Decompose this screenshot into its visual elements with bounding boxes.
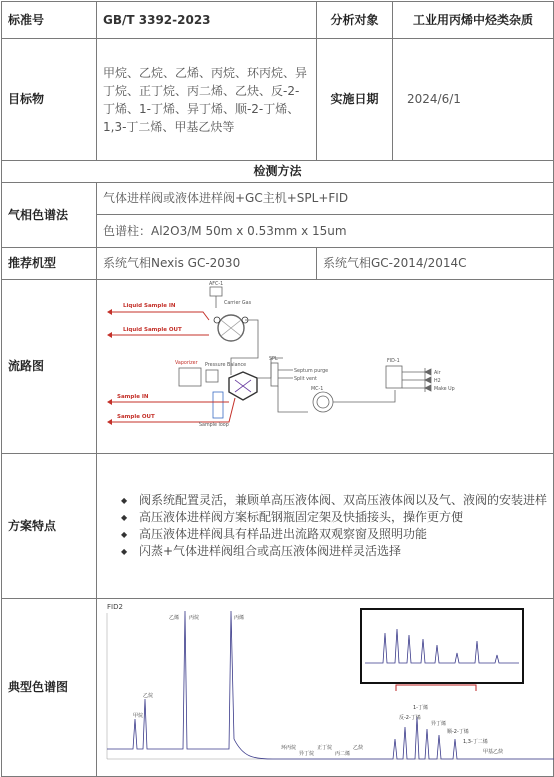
feature-item: ◆ 高压液体进样阀具有样品进出流路双观察窗及照明功能 bbox=[139, 526, 547, 543]
vaporizer-box bbox=[179, 368, 201, 386]
afc-label: AFC-1 bbox=[209, 282, 224, 287]
feature-item: ◆ 阀系统配置灵活，兼顾单高压液体阀、双高压液体阀以及气、液阀的安装进样 bbox=[139, 492, 547, 509]
gc-config-row bbox=[2, 183, 554, 215]
peak-label: 丙烷 bbox=[189, 615, 200, 621]
mc-label: MC-1 bbox=[311, 387, 324, 392]
chromatogram-label: 典型色谱图 bbox=[2, 599, 97, 777]
makeup-label: Make Up bbox=[434, 387, 455, 392]
peak-label: 甲烷 bbox=[133, 713, 144, 719]
models-row bbox=[2, 248, 554, 280]
features-label: 方案特点 bbox=[2, 454, 97, 599]
gc-label: 气相色谱法 bbox=[2, 183, 97, 248]
mc-coil-icon bbox=[313, 392, 333, 412]
analysis-object-label: 分析对象 bbox=[317, 2, 393, 39]
feature-item: ◆ 闪蒸+气体进样阀组合或高压液体阀进样灵活选择 bbox=[139, 543, 547, 560]
sample-in-label: Sample IN bbox=[117, 394, 149, 400]
peak-label: 丙烯 bbox=[234, 615, 245, 621]
trace-label: FID2 bbox=[107, 603, 123, 611]
model-nexis: 系统气相Nexis GC-2030 bbox=[97, 248, 317, 280]
peak-label: 甲基乙炔 bbox=[483, 749, 504, 755]
air-label: Air bbox=[434, 371, 441, 376]
flow-row bbox=[2, 280, 554, 454]
peak-label: 乙炔 bbox=[353, 745, 364, 751]
method-title: 检测方法 bbox=[2, 161, 554, 183]
zoom-bracket bbox=[396, 685, 476, 691]
flow-label: 流路图 bbox=[2, 280, 97, 454]
peak-label: 异丁烯 bbox=[431, 721, 447, 727]
features-row bbox=[2, 454, 554, 599]
features-list bbox=[103, 492, 547, 560]
spec-table bbox=[1, 1, 554, 777]
sample-out-label: Sample OUT bbox=[117, 414, 155, 420]
standard-value: GB/T 3392-2023 bbox=[97, 2, 317, 39]
chromatogram-row bbox=[2, 599, 554, 777]
chromatogram-cell bbox=[97, 599, 554, 777]
implement-date-label: 实施日期 bbox=[317, 39, 393, 161]
flow-diagram bbox=[103, 280, 554, 448]
standard-label: 标准号 bbox=[2, 2, 97, 39]
features-cell bbox=[97, 454, 554, 599]
zoom-inset bbox=[361, 609, 523, 683]
peak-label: 乙烷 bbox=[143, 693, 154, 699]
peak-label: 乙烯 bbox=[169, 615, 180, 621]
chromatogram bbox=[103, 599, 554, 771]
standard-row bbox=[2, 2, 554, 39]
flow-diagram-cell bbox=[97, 280, 554, 454]
implement-date-value: 2024/6/1 bbox=[393, 39, 554, 161]
target-row bbox=[2, 39, 554, 161]
peak-label: 环丙烷 bbox=[281, 745, 297, 751]
carrier-label: Carrier Gas bbox=[224, 301, 252, 306]
gc-config: 气体进样阀或液体进样阀+GC主机+SPL+FID bbox=[97, 183, 554, 215]
peak-label: 反-2-丁烯 bbox=[399, 715, 421, 721]
h2-label: H2 bbox=[434, 379, 441, 384]
model-2014: 系统气相GC-2014/2014C bbox=[317, 248, 554, 280]
peak-label: 顺-2-丁烯 bbox=[447, 729, 469, 735]
fid-box bbox=[386, 366, 402, 388]
peak-label: 丙二烯 bbox=[335, 751, 351, 757]
peak-label: 正丁烷 bbox=[317, 745, 333, 751]
septum-purge-label: Septum purge bbox=[294, 369, 329, 374]
sample-loop-label: Sample loop bbox=[199, 423, 229, 428]
peak-label: 1,3-丁二烯 bbox=[463, 739, 488, 745]
fid-label: FID-1 bbox=[387, 359, 400, 364]
vaporizer-label: Vaporizer bbox=[175, 361, 198, 366]
spl-label: SPL bbox=[269, 357, 278, 362]
method-row bbox=[2, 161, 554, 183]
models-label: 推荐机型 bbox=[2, 248, 97, 280]
liquid-out-label: Liquid Sample OUT bbox=[123, 327, 182, 333]
split-vent-label: Split vent bbox=[294, 377, 317, 382]
analysis-object-value: 工业用丙烯中烃类杂质 bbox=[393, 2, 554, 39]
spl-box bbox=[271, 363, 278, 386]
gc-column: 色谱柱：Al2O3/M 50m x 0.53mm x 15um bbox=[97, 215, 554, 248]
afc-box bbox=[210, 287, 222, 296]
target-value: 甲烷、乙烷、乙烯、丙烷、环丙烷、异丁烷、正丁烷、丙二烯、乙炔、反-2-丁烯、1-丁烯、异丁烯、顺-2-丁烯、1,3-丁二烯、甲基乙炔等 bbox=[97, 39, 317, 161]
target-label: 目标物 bbox=[2, 39, 97, 161]
pressure-balance-label: Pressure Balance bbox=[205, 363, 247, 368]
peak-label: 异丁烷 bbox=[299, 751, 315, 757]
peak-label: 1-丁烯 bbox=[413, 705, 428, 711]
liquid-in-label: Liquid Sample IN bbox=[123, 303, 176, 309]
feature-item: ◆ 高压液体进样阀方案标配钢瓶固定架及快插接头，操作更方便 bbox=[139, 509, 547, 526]
